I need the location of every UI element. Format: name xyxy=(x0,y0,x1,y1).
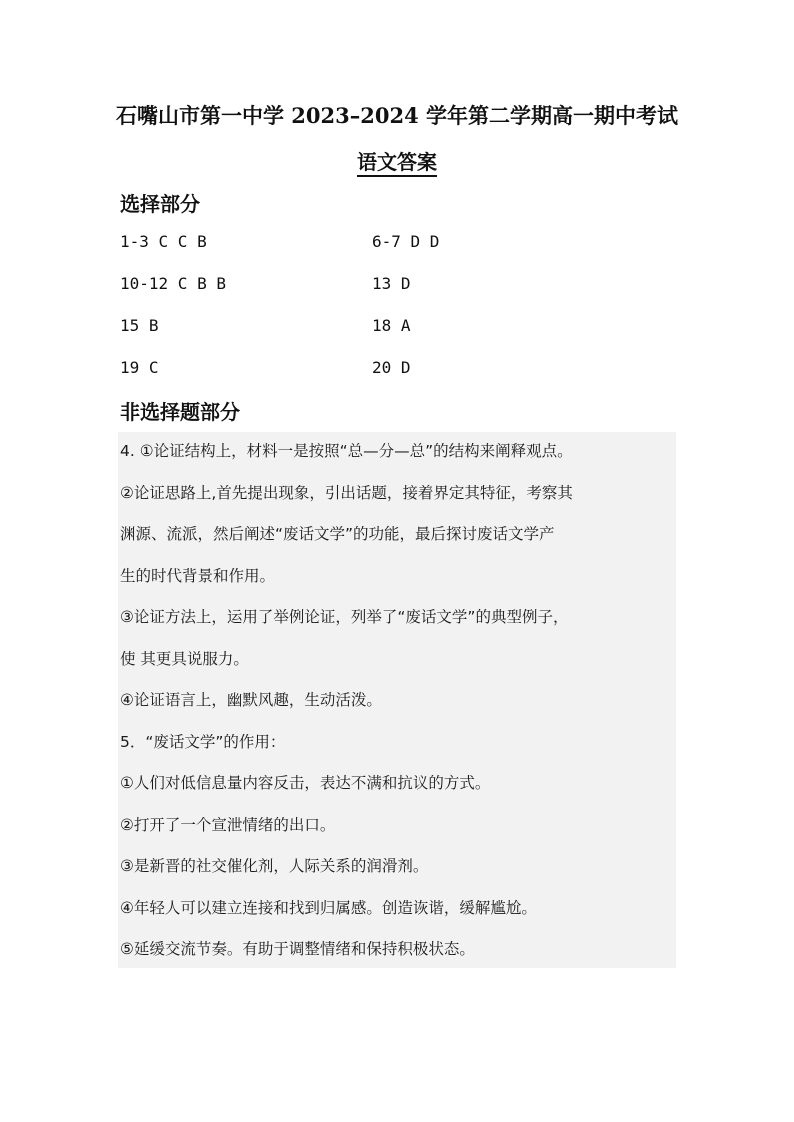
subtitle-text: 语文答案 xyxy=(357,150,437,177)
essay-line: ⑤延缓交流节奏。有助于调整情绪和保持积极状态。 xyxy=(120,940,475,958)
essay-line: ③论证方法上，运用了举例论证，列举了“废话文学”的典型例子， xyxy=(120,608,569,626)
answer-left: 15 B xyxy=(120,316,159,335)
essay-line: 渊源、流派，然后阐述“废话文学”的功能，最后探讨废话文学产 xyxy=(120,525,555,543)
answer-left: 10-12 C B B xyxy=(120,274,226,293)
answer-row xyxy=(120,316,680,358)
essay-line: 4. ①论证结构上，材料一是按照“总—分—总”的结构来阐释观点。 xyxy=(120,442,573,460)
answer-right: 6-7 D D xyxy=(372,232,440,251)
answer-left: 19 C xyxy=(120,358,159,377)
multiple-choice-answers xyxy=(120,232,680,400)
essay-line: ④年轻人可以建立连接和找到归属感。创造诙谐，缓解尴尬。 xyxy=(120,899,537,917)
page-title: 石嘴山市第一中学 2023–2024 学年第二学期高一期中考试 xyxy=(115,103,678,128)
answer-row xyxy=(120,232,680,274)
answer-right: 20 D xyxy=(372,358,411,377)
essay-line: 5．“废话文学”的作用： xyxy=(120,733,286,751)
page-subtitle xyxy=(0,146,794,175)
multiple-choice-heading: 选择部分 xyxy=(120,192,200,216)
answer-left: 1-3 C C B xyxy=(120,232,207,251)
essay-line: 生的时代背景和作用。 xyxy=(120,567,276,585)
essay-line: ④论证语言上，幽默风趣，生动活泼。 xyxy=(120,691,382,709)
essay-line: 使 其更具说服力。 xyxy=(120,650,249,668)
essay-line: ②论证思路上,首先提出现象，引出话题，接着界定其特征，考察其 xyxy=(120,484,573,502)
essay-line: ①人们对低信息量内容反击，表达不满和抗议的方式。 xyxy=(120,774,491,792)
essay-line: ②打开了一个宣泄情绪的出口。 xyxy=(120,816,336,834)
non-choice-heading: 非选择题部分 xyxy=(120,400,240,424)
answer-right: 18 A xyxy=(372,316,411,335)
answer-row xyxy=(120,358,680,400)
essay-line: ③是新晋的社交催化剂，人际关系的润滑剂。 xyxy=(120,857,429,875)
answer-row xyxy=(120,274,680,316)
answer-right: 13 D xyxy=(372,274,411,293)
